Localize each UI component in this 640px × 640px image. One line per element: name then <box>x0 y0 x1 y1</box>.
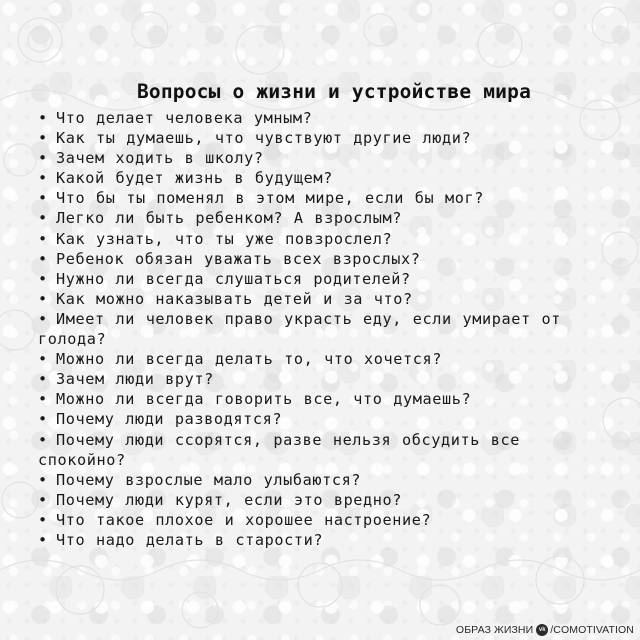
list-item <box>38 249 608 269</box>
question-text: Зачем люди врут? <box>56 370 214 389</box>
bullet: • <box>38 189 48 208</box>
list-item <box>38 470 608 490</box>
list-item <box>38 269 608 289</box>
bullet: • <box>38 530 48 549</box>
list-item <box>38 168 608 188</box>
list-item <box>38 510 608 530</box>
bullet: • <box>38 350 48 369</box>
question-text: Как ты думаешь, что чувствуют другие люди? <box>56 129 472 148</box>
list-item <box>38 208 608 228</box>
questions-card <box>38 80 608 550</box>
bullet: • <box>38 490 48 509</box>
question-text: Зачем ходить в школу? <box>56 149 264 168</box>
footer-handle: /COMOTIVATION <box>550 624 634 636</box>
footer-credit <box>456 624 634 636</box>
bullet: • <box>38 289 48 308</box>
bullet: • <box>38 430 48 449</box>
list-item <box>38 229 608 249</box>
list-item <box>38 108 608 128</box>
bullet: • <box>38 269 48 288</box>
list-item <box>38 369 608 389</box>
bullet: • <box>38 249 48 268</box>
bullet: • <box>38 229 48 248</box>
list-item <box>38 128 608 148</box>
page-title: Вопросы о жизни и устройстве мира <box>136 80 532 103</box>
question-text: Что бы ты поменял в этом мире, если бы мог? <box>56 189 484 208</box>
list-item <box>38 389 608 409</box>
list-item <box>38 349 608 369</box>
list-item <box>38 490 608 510</box>
question-text: Нужно ли всегда слушаться родителей? <box>56 269 411 288</box>
list-item <box>38 188 608 208</box>
list-item <box>38 430 608 470</box>
list-item <box>38 409 608 429</box>
question-text: Как можно наказывать детей и за что? <box>56 289 413 308</box>
list-item <box>38 148 608 168</box>
footer-brand: ОБРАЗ ЖИЗНИ <box>455 624 534 636</box>
vk-icon: vk <box>536 624 548 636</box>
bullet: • <box>38 510 48 529</box>
question-text: Что надо делать в старости? <box>56 530 324 549</box>
bullet: • <box>38 149 48 168</box>
bullet: • <box>38 390 48 409</box>
bullet: • <box>38 209 48 228</box>
bullet: • <box>38 370 48 389</box>
bullet: • <box>38 169 48 188</box>
question-text: Какой будет жизнь в будущем? <box>56 169 333 188</box>
question-text: Почему люди разводятся? <box>56 410 283 429</box>
bullet: • <box>38 309 48 328</box>
question-text: Ребенок обязан уважать всех взрослых? <box>56 249 421 268</box>
bullet: • <box>38 470 48 489</box>
list-item <box>38 289 608 309</box>
question-text: Почему люди ссорятся, разве нельзя обсудить все спокойно? <box>38 430 520 469</box>
bullet: • <box>38 410 48 429</box>
bullet: • <box>38 129 48 148</box>
question-text: Что такое плохое и хорошее настроение? <box>56 510 432 529</box>
question-text: Легко ли быть ребенком? А взрослым? <box>56 209 403 228</box>
list-item <box>38 530 608 550</box>
question-text: Имеет ли человек право украсть еду, если умирает от голода? <box>38 309 561 349</box>
questions-list <box>38 108 608 550</box>
question-text: Почему люди курят, если это вредно? <box>56 490 403 509</box>
question-text: Можно ли всегда говорить все, что думаешь? <box>56 390 472 409</box>
question-text: Что делает человека умным? <box>56 109 313 127</box>
question-text: Как узнать, что ты уже повзрослел? <box>56 229 393 248</box>
list-item <box>38 309 608 349</box>
bullet: • <box>38 109 48 127</box>
question-text: Можно ли всегда делать то, что хочется? <box>56 350 443 369</box>
question-text: Почему взрослые мало улыбаются? <box>56 470 362 489</box>
